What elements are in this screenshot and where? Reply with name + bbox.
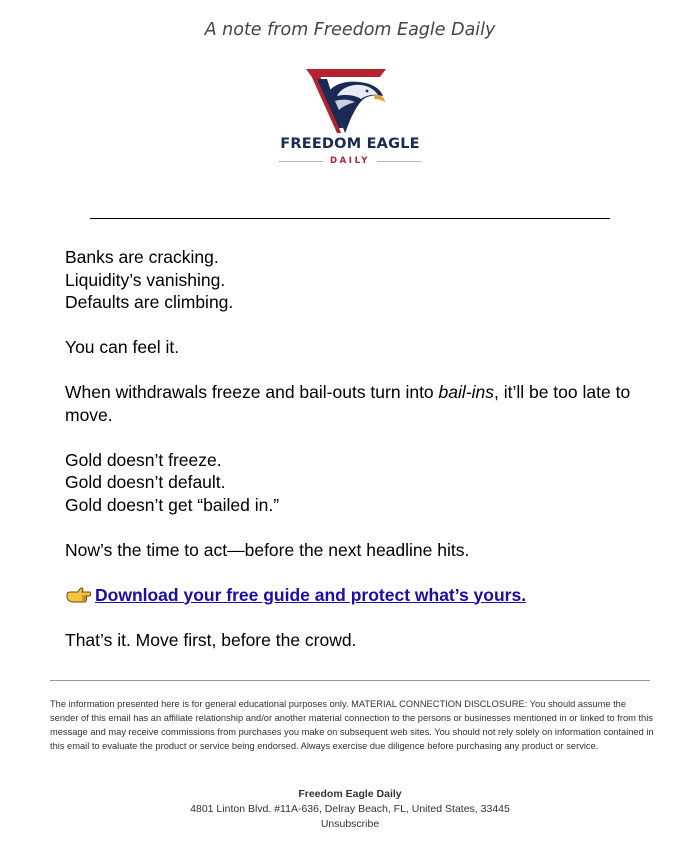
download-guide-link[interactable]: Download your free guide and protect what’s yours.	[95, 584, 527, 605]
email-footer	[0, 787, 700, 832]
body-line: Gold doesn’t get “bailed in.”	[65, 494, 280, 515]
pointing-hand-icon	[65, 586, 91, 604]
logo-subtitle: DAILY	[329, 156, 371, 166]
body-text: When withdrawals freeze and bail-outs turn into	[65, 382, 439, 402]
header-divider	[90, 218, 610, 219]
body-text-italic: bail-ins	[438, 382, 494, 402]
freedom-eagle-daily-logo	[279, 66, 421, 176]
unsubscribe-link[interactable]: Unsubscribe	[320, 818, 380, 830]
paragraph-closing: That’s it. Move first, before the crowd.	[65, 629, 357, 650]
body-line: Liquidity’s vanishing.	[65, 269, 226, 290]
logo-title: FREEDOM EAGLE	[280, 136, 420, 152]
body-line: Gold doesn’t freeze.	[65, 449, 222, 470]
eagle-shield-logo-icon	[279, 66, 421, 136]
email-body	[65, 246, 665, 674]
paragraph-feel: You can feel it.	[65, 337, 180, 357]
body-line: Banks are cracking.	[65, 247, 219, 267]
paragraph-withdrawals	[65, 381, 665, 426]
footer-divider	[50, 680, 650, 681]
footer-address: 4801 Linton Blvd. #11A-636, Delray Beach, FL, United States, 33445	[190, 803, 510, 815]
cta-row	[65, 584, 665, 607]
disclaimer-text: The information presented here is for general educational purposes only. MATERIAL CONNECTION DISCLOSURE: You should assume the sender of this email has an affiliate relationship and/or another material connection to the persons or businesses mentioned in or linked to from this message and may receive commissions from purchases you make on subsequent web sites. You should not rely solely on information contained in this email to evaluate the product or service being endorsed. Always exercise due diligence before purchasing any product or service.	[50, 699, 654, 751]
body-text: , it’ll be too late to move.	[65, 382, 631, 425]
body-line: Gold doesn’t default.	[65, 472, 226, 492]
paragraph-intro	[65, 246, 665, 314]
footer-company-name: Freedom Eagle Daily	[298, 788, 402, 800]
paragraph-gold	[65, 449, 665, 517]
logo-divider-right	[377, 161, 421, 162]
body-line: Defaults are climbing.	[65, 292, 234, 312]
email-header-note: A note from Freedom Eagle Daily	[204, 20, 496, 40]
paragraph-act: Now’s the time to act—before the next headline hits.	[65, 539, 470, 560]
